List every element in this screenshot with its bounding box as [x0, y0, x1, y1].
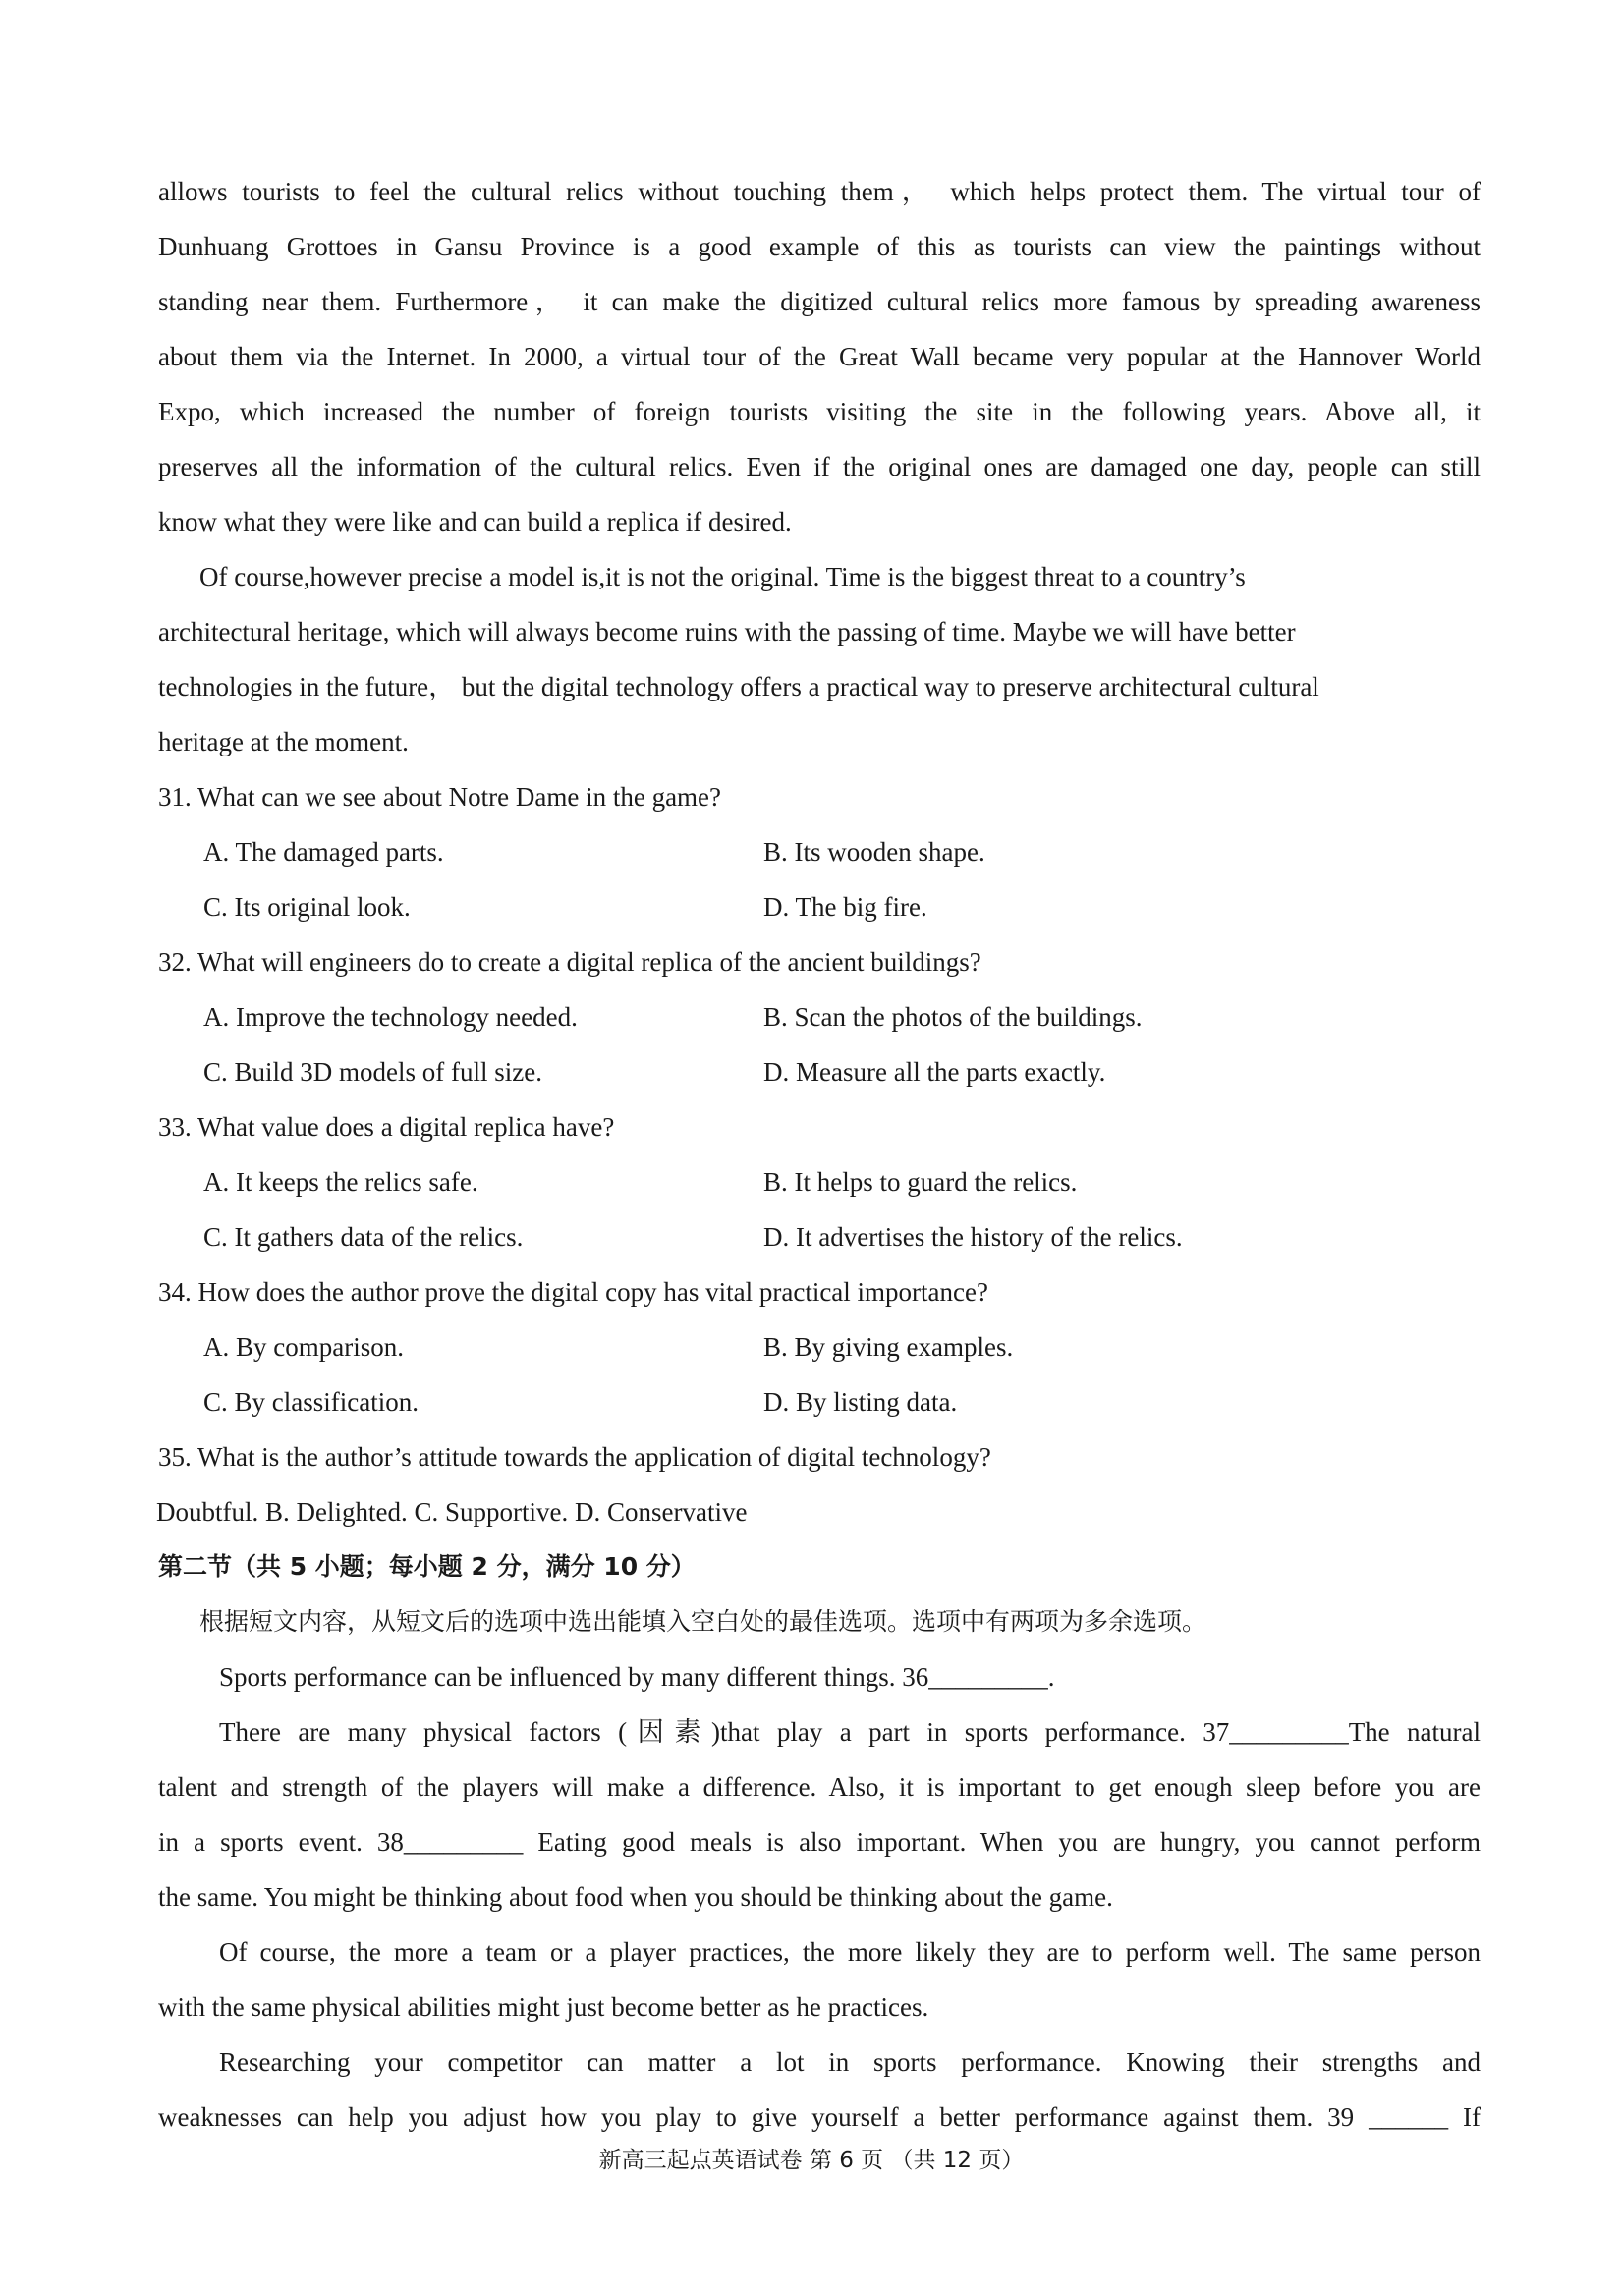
passage-line: preserves all the information of the cultural relics. Even if the original ones are damaged one day, people can still: [158, 452, 1481, 481]
option-b: B. Scan the photos of the buildings.: [763, 1002, 1143, 1032]
section-2: [158, 1540, 1481, 2145]
option-row: [158, 1209, 1481, 1264]
option-c: C. By classification.: [203, 1387, 419, 1417]
option-a: A. It keeps the relics safe.: [203, 1167, 478, 1197]
option-row: [158, 1044, 1481, 1099]
section-instruction: 根据短文内容，从短文后的选项中选出能填入空白处的最佳选项。选项中有两项为多余选项。: [199, 1607, 1207, 1636]
question-stem: 32. What will engineers do to create a digital replica of the ancient buildings?: [158, 947, 981, 977]
section-heading: 第二节（共 5 小题；每小题 2 分，满分 10 分）: [158, 1552, 696, 1581]
question-stem: 34. How does the author prove the digital copy has vital practical importance?: [158, 1277, 988, 1307]
cloze-line: Of course, the more a team or a player practices, the more likely they are to perform well. The same person: [219, 1937, 1481, 1967]
option-row: [158, 1154, 1481, 1209]
option-b: B. By giving examples.: [763, 1332, 1014, 1362]
option-c: C. Its original look.: [203, 892, 411, 922]
passage-line: standing near them. Furthermore， it can make the digitized cultural relics more famous by spreading awareness: [158, 287, 1481, 316]
passage-line: about them via the Internet. In 2000, a virtual tour of the Great Wall became very popular at the Hannover World: [158, 342, 1481, 371]
option-d: D. Measure all the parts exactly.: [763, 1057, 1106, 1087]
question-stem: 31. What can we see about Notre Dame in the game?: [158, 782, 722, 812]
cloze-line: There are many physical factors (因素)that play a part in sports performance. 37_________The natural: [219, 1717, 1481, 1747]
option-d: D. The big fire.: [763, 892, 927, 922]
cloze-line: Researching your competitor can matter a lot in sports performance. Knowing their strengths and: [219, 2047, 1481, 2077]
cloze-line: Sports performance can be influenced by many different things. 36_________.: [219, 1662, 1055, 1692]
option-d: D. It advertises the history of the relics.: [763, 1222, 1183, 1252]
cloze-line: the same. You might be thinking about food when you should be thinking about the game.: [158, 1882, 1113, 1912]
option-row: [158, 1319, 1481, 1374]
option-row: [158, 879, 1481, 934]
cloze-line: in a sports event. 38_________ Eating good meals is also important. When you are hungry, you cannot perform: [158, 1827, 1481, 1857]
option-a: A. By comparison.: [203, 1332, 404, 1362]
option-c: C. Build 3D models of full size.: [203, 1057, 542, 1087]
page-footer: 新高三起点英语试卷 第 6 页 （共 12 页）: [598, 2148, 1025, 2173]
option-a: A. Improve the technology needed.: [203, 1002, 578, 1032]
passage-line: architectural heritage, which will always become ruins with the passing of time. Maybe we will have better: [158, 617, 1296, 646]
passage-line: technologies in the future， but the digital technology offers a practical way to preserve architectural cultural: [158, 672, 1319, 701]
passage-line: Of course,however precise a model is,it is not the original. Time is the biggest threat to a country’s: [199, 562, 1246, 591]
passage-paragraph-2: [158, 549, 1481, 769]
option-b: B. It helps to guard the relics.: [763, 1167, 1078, 1197]
question-stem: 35. What is the author’s attitude towards the application of digital technology?: [158, 1442, 991, 1472]
question-33: [158, 1099, 1481, 1264]
options-inline: Doubtful. B. Delighted. C. Supportive. D. Conservative: [156, 1497, 748, 1527]
option-row: [158, 989, 1481, 1044]
passage-line: know what they were like and can build a replica if desired.: [158, 507, 792, 536]
passage-line: allows tourists to feel the cultural relics without touching them， which helps protect them. The virtual tour of: [158, 177, 1481, 206]
passage-line: Expo, which increased the number of foreign tourists visiting the site in the following years. Above all, it: [158, 397, 1481, 426]
question-34: [158, 1264, 1481, 1429]
option-d: D. By listing data.: [763, 1387, 958, 1417]
option-a: A. The damaged parts.: [203, 837, 444, 867]
cloze-line: weaknesses can help you adjust how you play to give yourself a better performance against them. 39 ______ If: [158, 2102, 1481, 2132]
cloze-line: talent and strength of the players will make a difference. Also, it is important to get enough sleep before you are: [158, 1772, 1481, 1802]
passage-paragraph-1: [158, 164, 1481, 549]
option-b: B. Its wooden shape.: [763, 837, 985, 867]
option-row: [158, 824, 1481, 879]
option-c: C. It gathers data of the relics.: [203, 1222, 524, 1252]
passage-line: heritage at the moment.: [158, 727, 409, 756]
passage-line: Dunhuang Grottoes in Gansu Province is a good example of this as tourists can view the paintings without: [158, 232, 1481, 261]
question-35: [158, 1429, 1481, 1540]
page-content: [158, 164, 1481, 2145]
question-32: [158, 934, 1481, 1099]
question-stem: 33. What value does a digital replica have?: [158, 1112, 615, 1142]
question-31: [158, 769, 1481, 934]
option-row: [158, 1374, 1481, 1429]
cloze-line: with the same physical abilities might just become better as he practices.: [158, 1992, 929, 2022]
